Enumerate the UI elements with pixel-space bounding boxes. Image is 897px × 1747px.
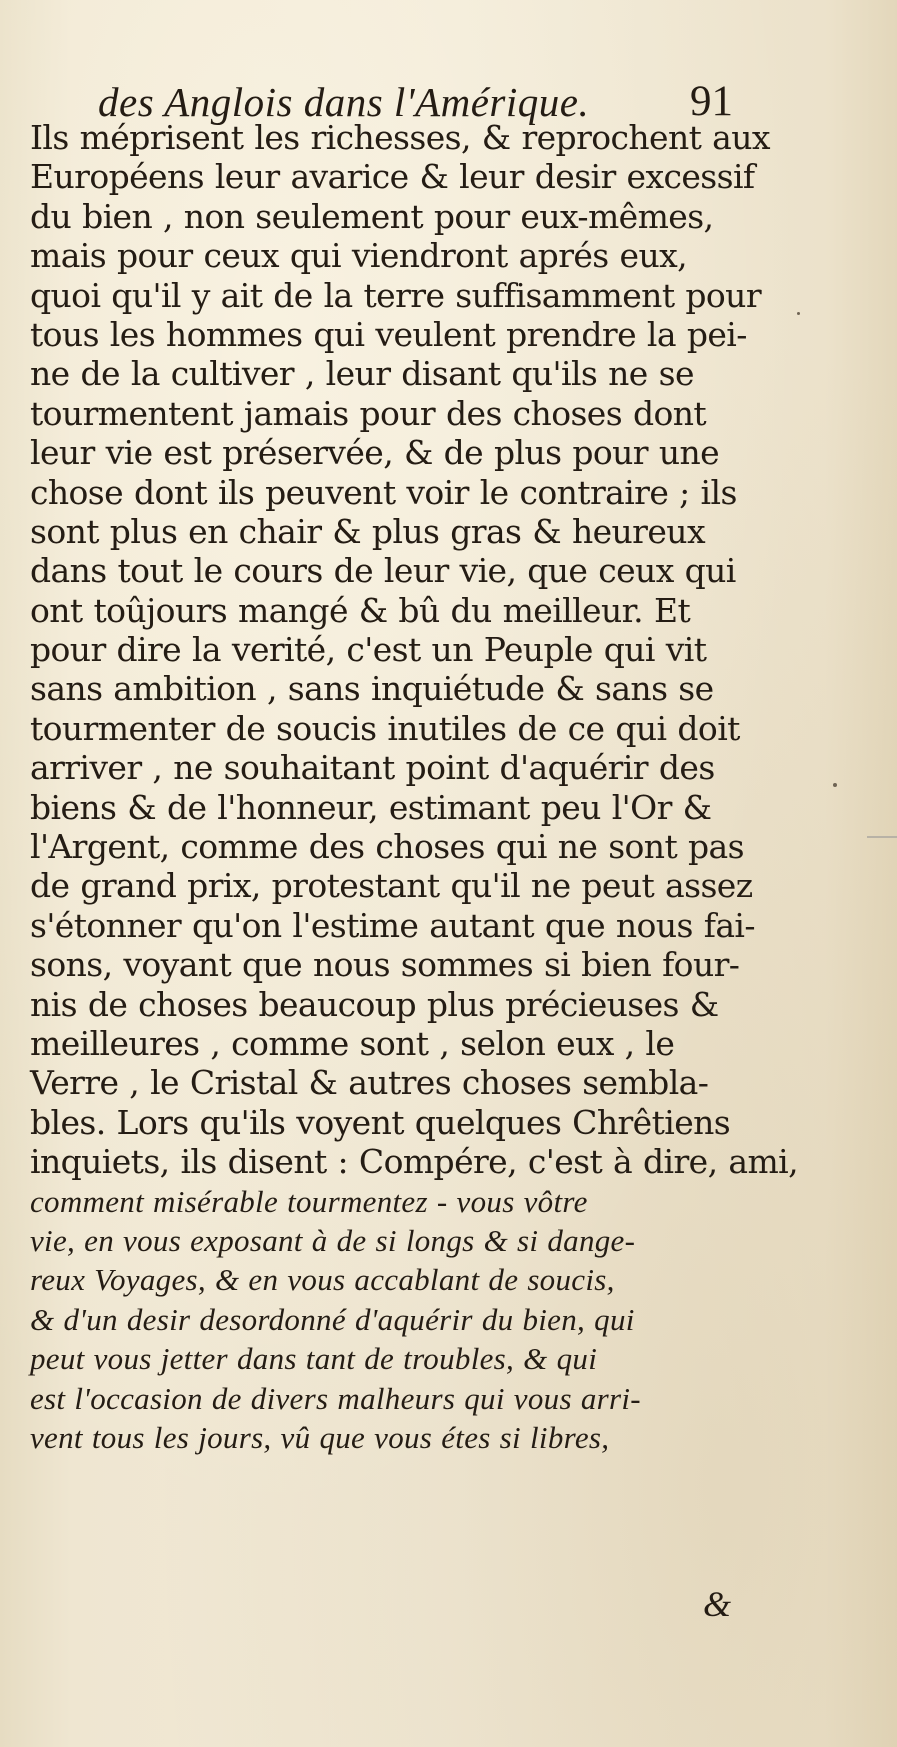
body-text — [30, 118, 798, 1457]
text-line: Ils méprisent les richesses, & reprochent aux — [30, 118, 770, 157]
text-line: biens & de l'honneur, estimant peu l'Or & — [30, 787, 712, 827]
text-line: s'étonner qu'on l'estime autant que nous fai- — [30, 905, 755, 945]
text-line: tous les hommes qui veulent prendre la pei- — [30, 314, 747, 354]
text-line-italic: & d'un desir desordonné d'aquérir du bien, qui — [30, 1301, 635, 1337]
text-line-italic: est l'occasion de divers malheurs qui vous arri- — [30, 1380, 641, 1416]
page-edge-mark — [867, 836, 897, 838]
text-line: sans ambition , sans inquiétude & sans se — [30, 669, 714, 709]
page-number: 91 — [690, 78, 733, 125]
text-line-italic: peut vous jetter dans tant de troubles, & qui — [30, 1341, 598, 1377]
text-line: de grand prix, protestant qu'il ne peut assez — [30, 866, 753, 906]
text-line: pour dire la verité, c'est un Peuple qui vit — [30, 630, 707, 670]
text-line: l'Argent, comme des choses qui ne sont pas — [30, 827, 744, 867]
text-line-italic: reux Voyages, & en vous accablant de soucis, — [30, 1262, 615, 1298]
text-line: quoi qu'il y ait de la terre suffisamment pour — [30, 275, 761, 315]
text-line-italic: comment misérable tourmentez - vous vôtre — [30, 1183, 588, 1219]
text-line: Européens leur avarice & leur desir excessif — [30, 157, 755, 197]
text-line-italic: vent tous les jours, vû que vous étes si libres, — [30, 1419, 610, 1455]
running-head: des Anglois dans l'Amérique. — [98, 79, 590, 125]
text-line: meilleures , comme sont , selon eux , le — [30, 1023, 675, 1063]
text-line: mais pour ceux qui viendront aprés eux, — [30, 236, 688, 276]
catchword: & — [703, 1584, 732, 1624]
text-line: Verre , le Cristal & autres choses sembla- — [30, 1063, 709, 1103]
text-line: leur vie est préservée, & de plus pour une — [30, 433, 720, 473]
text-line-italic: vie, en vous exposant à de si longs & si dange- — [30, 1222, 636, 1258]
text-line: ont toûjours mangé & bû du meilleur. Et — [30, 590, 691, 630]
ink-speck — [797, 312, 800, 315]
text-line: sons, voyant que nous sommes si bien four- — [30, 945, 740, 985]
text-line: sont plus en chair & plus gras & heureux — [30, 511, 705, 551]
text-line: chose dont ils peuvent voir le contraire ; ils — [30, 472, 737, 512]
text-line: du bien , non seulement pour eux-mêmes, — [30, 196, 714, 236]
text-line: inquiets, ils disent : Compére, c'est à dire, ami, — [30, 1142, 798, 1182]
text-line: tourmentent jamais pour des choses dont — [30, 393, 707, 433]
text-line: tourmenter de soucis inutiles de ce qui doit — [30, 708, 740, 748]
text-line: nis de choses beaucoup plus précieuses & — [30, 984, 719, 1024]
ink-speck — [833, 783, 837, 787]
text-line: arriver , ne souhaitant point d'aquérir des — [30, 748, 715, 788]
text-line: ne de la cultiver , leur disant qu'ils ne se — [30, 354, 694, 394]
text-line: dans tout le cours de leur vie, que ceux qui — [30, 551, 736, 591]
text-line: bles. Lors qu'ils voyent quelques Chrêtiens — [30, 1102, 731, 1142]
